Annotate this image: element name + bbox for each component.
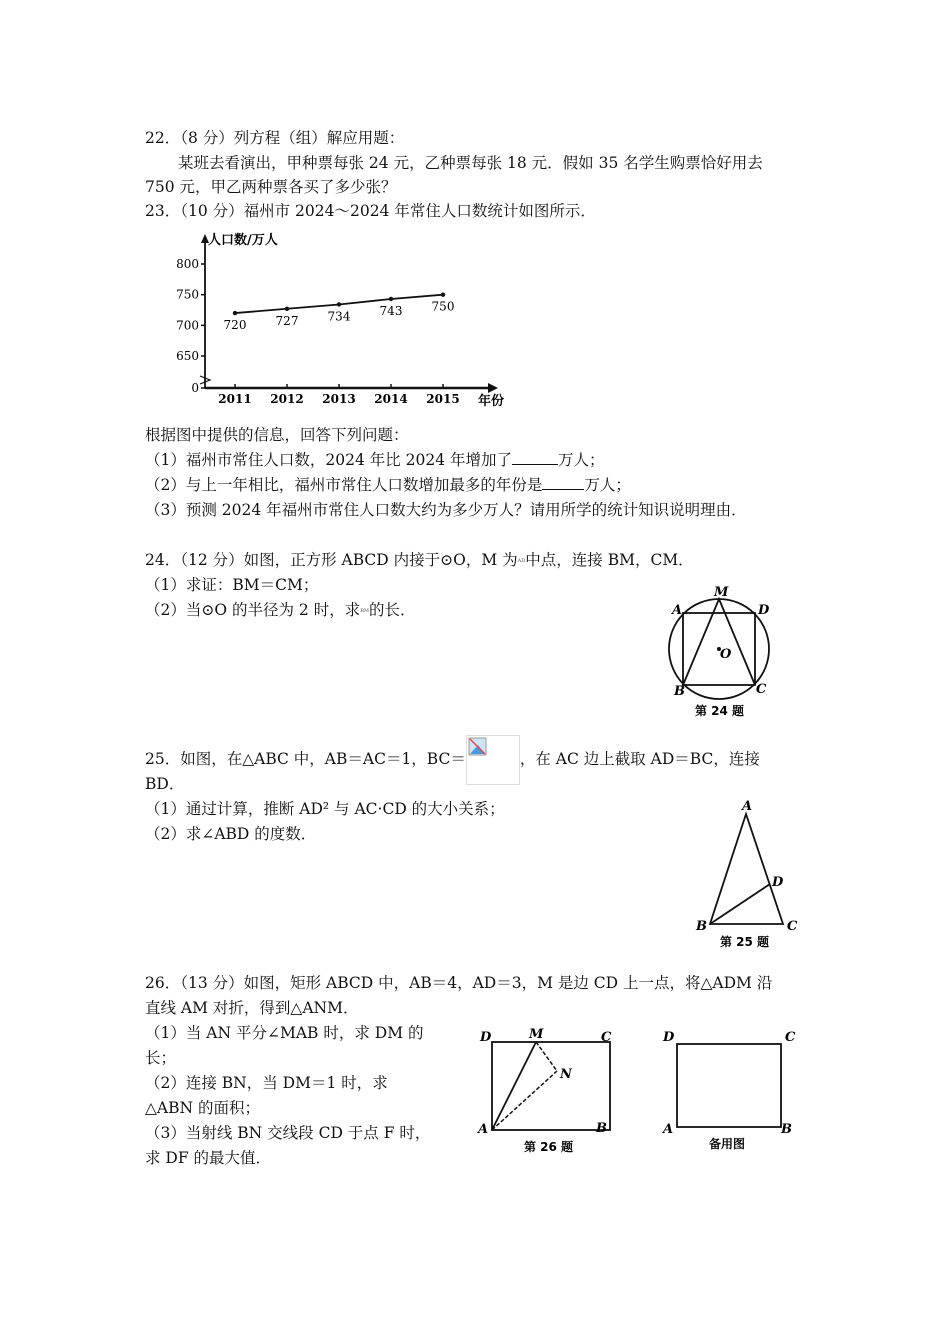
q23-part3: （3）预测 2024 年福州市常住人口数大约为多少万人？请用所学的统计知识说明理由． bbox=[145, 501, 747, 519]
label-d: D bbox=[758, 603, 770, 618]
arc-bm-label: BM bbox=[360, 607, 369, 614]
q24-part1: （1）求证：BM＝CM； bbox=[145, 576, 319, 594]
label-c: C bbox=[785, 1030, 796, 1045]
lines-bm-cm bbox=[683, 599, 755, 685]
data-label: 727 bbox=[275, 313, 299, 328]
q23-intro: 根据图中提供的信息，回答下列问题： bbox=[145, 426, 409, 444]
q25-title-text: 25．如图，在△ABC 中，AB＝AC＝1，BC＝ bbox=[145, 750, 466, 768]
rectangle-abcd-backup bbox=[677, 1044, 781, 1127]
answer-blank-1[interactable] bbox=[512, 450, 558, 465]
q26-part2a: （2）连接 BN，当 DM＝1 时，求 bbox=[145, 1074, 388, 1092]
label-c: C bbox=[787, 919, 798, 934]
label-b: B bbox=[674, 684, 685, 699]
q24-title-end: 中点，连接 BM，CM． bbox=[525, 551, 694, 569]
label-b: B bbox=[596, 1121, 607, 1136]
q26-line2: 直线 AM 对折，得到△ANM． bbox=[145, 999, 359, 1017]
q24-title bbox=[145, 548, 694, 572]
label-a: A bbox=[478, 1122, 489, 1137]
chart-xlabel: 年份 bbox=[478, 394, 505, 409]
q25-line2: BD． bbox=[145, 775, 185, 793]
q24-title-text: 24．（12 分）如图，正方形 ABCD 内接于⊙O，M 为 bbox=[145, 551, 518, 569]
q24-part2-end: 的长． bbox=[369, 601, 416, 619]
label-d: D bbox=[663, 1030, 675, 1045]
q26-part1b: 长； bbox=[145, 1049, 177, 1067]
y-tick-label: 800 bbox=[176, 257, 199, 271]
q25-title bbox=[145, 735, 760, 785]
figure-backup bbox=[657, 1025, 802, 1160]
label-b: B bbox=[781, 1122, 792, 1137]
label-a: A bbox=[663, 1122, 674, 1137]
figure-25 bbox=[690, 798, 800, 953]
q24-part2-text: （2）当⊙O 的半径为 2 时，求 bbox=[145, 601, 361, 619]
q26-part3a: （3）当射线 BN 交线段 CD 于点 F 时， bbox=[145, 1124, 431, 1142]
figure-26 bbox=[474, 1025, 619, 1160]
q26-part2b: △ABN 的面积； bbox=[145, 1099, 260, 1117]
arc-ad-label: AD bbox=[517, 557, 526, 564]
segment-bd bbox=[710, 884, 770, 924]
label-a: A bbox=[742, 799, 753, 814]
x-tick-label: 2011 bbox=[218, 392, 252, 406]
q26-part1a: （1）当 AN 平分∠MAB 时，求 DM 的 bbox=[145, 1024, 424, 1042]
y-tick-label: 750 bbox=[176, 287, 199, 302]
segment-am bbox=[492, 1042, 536, 1130]
data-point bbox=[441, 292, 445, 296]
caption-24: 第 24 题 bbox=[695, 704, 745, 718]
segment-an bbox=[492, 1071, 557, 1130]
label-a: A bbox=[672, 603, 683, 618]
chart-ylabel: 人口数/万人 bbox=[208, 233, 278, 248]
data-label: 750 bbox=[431, 299, 455, 314]
x-tick-label: 2015 bbox=[426, 392, 460, 406]
q23-part2-text: （2）与上一年相比，福州市常住人口数增加最多的年份是 bbox=[145, 476, 543, 494]
figure-24 bbox=[662, 580, 782, 720]
label-b: B bbox=[696, 919, 707, 934]
label-n: N bbox=[560, 1067, 572, 1082]
label-m: M bbox=[714, 585, 729, 600]
data-label: 743 bbox=[379, 303, 403, 318]
triangle-abc bbox=[710, 814, 783, 924]
x-tick-label: 2013 bbox=[322, 392, 356, 406]
caption-25: 第 25 题 bbox=[720, 935, 770, 949]
x-axis-arrow bbox=[488, 383, 498, 393]
data-label: 734 bbox=[327, 309, 351, 324]
y-tick-label: 0 bbox=[191, 381, 199, 395]
x-tick-label: 2014 bbox=[374, 392, 408, 406]
q23-part1-text: （1）福州市常住人口数，2024 年比 2024 年增加了 bbox=[145, 451, 513, 469]
label-c: C bbox=[601, 1030, 612, 1045]
label-c: C bbox=[756, 682, 767, 697]
q23-part2-unit: 万人； bbox=[584, 476, 631, 494]
x-tick-label: 2012 bbox=[270, 392, 304, 406]
q22-line1: 某班去看演出，甲种票每张 24 元，乙种票每张 18 元．假如 35 名学生购票恰好用去 bbox=[178, 154, 763, 172]
data-label: 720 bbox=[223, 318, 247, 333]
q24-part2 bbox=[145, 598, 416, 622]
caption-26: 第 26 题 bbox=[524, 1140, 574, 1154]
q23-part1-unit: 万人； bbox=[558, 451, 605, 469]
label-d: D bbox=[772, 875, 784, 890]
y-tick-label: 650 bbox=[176, 349, 199, 363]
caption-backup: 备用图 bbox=[709, 1137, 746, 1151]
data-point bbox=[389, 297, 393, 301]
label-d: D bbox=[480, 1030, 492, 1045]
answer-blank-2[interactable] bbox=[542, 475, 584, 490]
data-point bbox=[285, 307, 289, 311]
q22-title: 22．（8 分）列方程（组）解应用题： bbox=[145, 129, 405, 147]
q25-part1: （1）通过计算，推断 AD² 与 AC·CD 的大小关系； bbox=[145, 800, 505, 818]
segment-mn bbox=[536, 1042, 557, 1071]
data-point bbox=[337, 302, 341, 306]
population-line-chart bbox=[170, 228, 520, 413]
data-point bbox=[233, 311, 237, 315]
q25-part2: （2）求∠ABD 的度数． bbox=[145, 825, 317, 843]
q23-title: 23．（10 分）福州市 2024～2024 年常住人口数统计如图所示． bbox=[145, 202, 596, 220]
broken-image-icon bbox=[466, 735, 520, 785]
q22-line2: 750 元，甲乙两种票各买了多少张？ bbox=[145, 178, 397, 196]
label-m: M bbox=[529, 1027, 544, 1042]
q23-part2 bbox=[145, 473, 631, 497]
rectangle-abcd bbox=[492, 1042, 610, 1130]
y-tick-label: 700 bbox=[176, 318, 199, 333]
q26-line1: 26．（13 分）如图，矩形 ABCD 中，AB＝4，AD＝3，M 是边 CD 上一点，将△ADM 沿 bbox=[145, 974, 773, 992]
q26-part3b: 求 DF 的最大值． bbox=[145, 1149, 272, 1167]
q23-part1 bbox=[145, 448, 605, 472]
label-o: O bbox=[720, 647, 732, 662]
q25-title-end: ，在 AC 边上截取 AD＝BC，连接 bbox=[519, 750, 760, 768]
